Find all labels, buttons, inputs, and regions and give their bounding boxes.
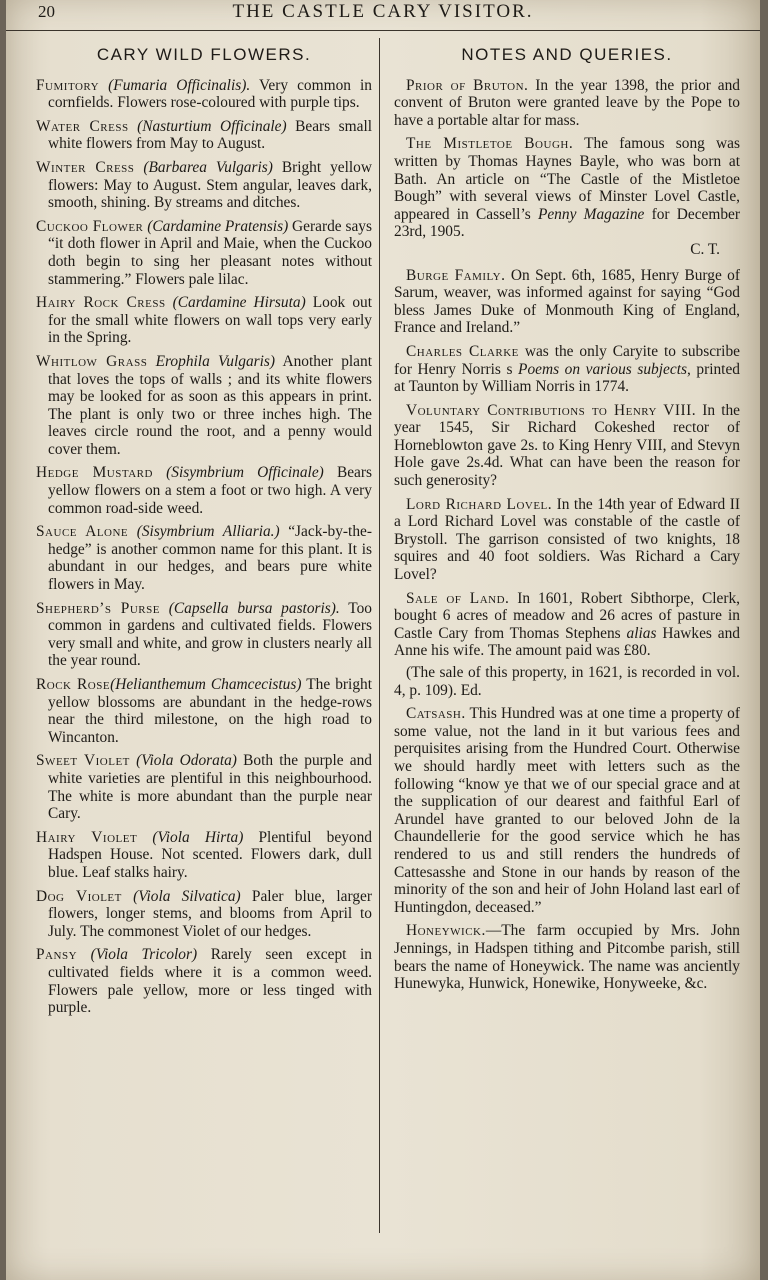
flower-entry: Winter Cress (Barbarea Vulgaris) Bright yellow flowers: May to August. Stem angular, leaves dark, smooth, shining. By streams and ditches. [36, 158, 372, 212]
flower-entry: Pansy (Viola Tricolor) Rarely seen except in cultivated fields where it is a common weed. Flowers pale yellow, more or less tinged with purple. [36, 946, 372, 1017]
page-number: 20 [38, 2, 55, 21]
signature: C. T. [690, 240, 720, 258]
flower-entry: Whitlow Grass Erophila Vulgaris) Another plant that loves the tops of walls ; and its white flowers may be looked for as soon as this appears in print. The plant is only two or three inches high. The leaves circle round the root, and a penny would cover them. [36, 352, 372, 458]
flower-entry: Fumitory (Fumaria Officinalis). Very common in cornfields. Flowers rose-coloured with purple tips. [36, 76, 372, 112]
notes-queries-column [394, 36, 740, 999]
note-entry: Charles Clarke was the only Caryite to subscribe for Henry Norris s Poems on various subjects, printed at Taunton by William Norris in 1774. [394, 342, 740, 396]
page-header [6, 0, 760, 31]
flower-entry: Hairy Violet (Viola Hirta) Plentiful beyond Hadspen House. Not scented. Flowers dark, dull blue. Leaf stalks hairy. [36, 828, 372, 881]
wild-flowers-title: CARY WILD FLOWERS. [96, 45, 312, 64]
flower-entry: Shepherd’s Purse (Capsella bursa pastoris). Too common in gardens and cultivated fields. Flowers very small and white, and grow in clusters nearly all the year round. [36, 599, 372, 670]
note-entry: Sale of Land. In 1601, Robert Sibthorpe, Clerk, bought 6 acres of meadow and 26 acres of pasture in Castle Cary from Thomas Stephens alias Hawkes and Anne his wife. The amount paid was £80. [394, 589, 741, 660]
book-page [6, 0, 760, 1280]
note-entry: Catsash. This Hundred was at one time a property of some value, not the land in it but various fees and perquisites arising from the Hundred Court. Otherwise we should hardly meet with letters such as the following “know ye that we of our special grace and at the supplication of our dearest and faithful Earl of Arundel have granted to our beloved John de la Chaundellerie for the good service which he has rendered to us and still renders the hundreds of Cattesasshe and Stone in our hands by reason of the minority of the son and heir of John Holand last earl of Huntingdon, deceased.” [394, 705, 740, 916]
note-entry: Burge Family. On Sept. 6th, 1685, Henry Burge of Sarum, weaver, was informed against for saying “God bless James Duke of Monmouth King of England, France and Ireland.” [394, 266, 740, 337]
flower-entry: Water Cress (Nasturtium Officinale) Bears small white flowers from May to August. [36, 117, 372, 153]
note-entry: Lord Richard Lovel. In the 14th year of Edward II a Lord Richard Lovel was constable of the castle of Brystoll. The garrison consisted of two knights, 18 squires and 40 foot soldiers. Was Richard a Cary Lovel? [394, 495, 740, 584]
flower-entry: Cuckoo Flower (Cardamine Pratensis) Gerarde says “it doth flower in April and Maie, when the Cuckoo doth begin to sing her pleasant notes without stammering.” Flowers pale lilac. [36, 217, 372, 288]
flower-entry: Dog Violet (Viola Silvatica) Paler blue, larger flowers, longer stems, and blooms from April to July. The commonest Violet of our hedges. [36, 887, 372, 940]
notes-queries-title: NOTES AND QUERIES. [461, 45, 673, 64]
note-entry: Honeywick.—The farm occupied by Mrs. John Jennings, in Hadspen tithing and Pitcombe parish, still bears the name of Honeywick. The name was anciently Hunewyka, Hunwick, Honewike, Honyweeke, &c. [394, 922, 740, 993]
flower-entry: Sauce Alone (Sisymbrium Alliaria.) “Jack-by-the-hedge” is another common name for this plant. It is abundant in our hedges, and bears pure white flowers in May. [36, 523, 372, 594]
flower-entry: Hedge Mustard (Sisymbrium Officinale) Bears yellow flowers on a stem a foot or two high. A very common road-side weed. [36, 464, 372, 517]
flower-entry: Rock Rose(Helianthemum Chamcecistus) The bright yellow blossoms are abundant in the hedge-rows near the third milestone, on the high road to Wincanton. [36, 676, 372, 746]
flower-entry: Hairy Rock Cress (Cardamine Hirsuta) Look out for the small white flowers on wall tops very early in the Spring. [36, 294, 372, 347]
note-entry: The Mistletoe Bough. The famous song was written by Thomas Haynes Bayle, who was born at Bath. An article on “The Castle of the Mistletoe Bough” with several views of Minster Lovel Castle, appeared in Cassell’s Penny Magazine for December 23rd, 1905. [394, 135, 740, 241]
note-entry: Prior of Bruton. In the year 1398, the prior and convent of Bruton were granted leave by the Pope to have a portable altar for mass. [394, 76, 741, 129]
wild-flowers-column [36, 36, 372, 1023]
sale-editor-note: (The sale of this property, in 1621, is recorded in vol. 4, p. 109). Ed. [394, 664, 740, 699]
note-entry: Voluntary Contributions to Henry VIII. In the year 1545, Sir Richard Cokeshed rector of Horneblowton gave 2s. to King Henry VIII, and Stevyn Hole gave 2s.4d. What can have been the reason for such generosity? [394, 401, 740, 490]
flower-entry: Sweet Violet (Viola Odorata) Both the purple and white varieties are plentiful in this neighbourhood. The white is more abundant than the purple near Cary. [36, 752, 372, 823]
column-divider [379, 38, 380, 1233]
running-title: THE CASTLE CARY VISITOR. [232, 1, 534, 22]
